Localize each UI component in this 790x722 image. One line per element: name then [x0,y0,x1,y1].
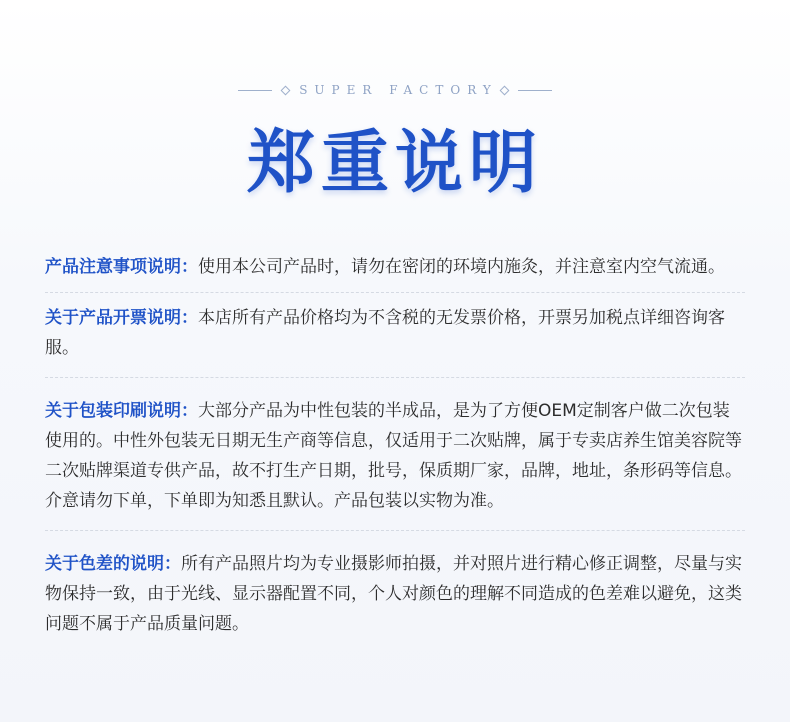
notice-text: 大部分产品为中性包装的半成品，是为了方便OEM定制客户做二次包装使用的。中性外包装无日期无生产商等信息，仅适用于二次贴牌，属于专卖店养生馆美容院等二次贴牌渠道专供产品，故不打生产日期，批号，保质期厂家，品牌，地址，条形码等信息。介意请勿下单，下单即为知悉且默认。产品包装以实物为准。 [45,401,742,511]
diamond-icon [499,85,509,95]
notice-label: 关于色差的说明： [45,554,181,574]
notice-text: 所有产品照片均为专业摄影师拍摄，并对照片进行精心修正调整，尽量与实物保持一致，由于光线、显示器配置不同，个人对颜色的理解不同造成的色差难以避免，这类问题不属于产品质量问题。 [45,554,742,634]
notice-text: 使用本公司产品时，请勿在密闭的环境内施灸，并注意室内空气流通。 [198,257,725,277]
notice-content [45,250,745,639]
page-header [0,78,790,206]
notice-text: 本店所有产品价格均为不含税的无发票价格，开票另加税点详细咨询客服。 [45,308,725,358]
eyebrow-right-line [518,90,552,91]
eyebrow-text: SUPER FACTORY [299,83,498,97]
notice-section-invoice [45,293,745,377]
notice-label: 关于产品开票说明： [45,308,198,328]
eyebrow-left-line [238,90,272,91]
eyebrow [0,78,790,102]
page-title: 郑重说明 [246,124,543,203]
notice-section-usage [45,250,745,292]
notice-section-packaging [45,378,745,530]
notice-label: 产品注意事项说明： [45,257,198,277]
diamond-icon [281,85,291,95]
notice-section-color [45,531,745,639]
notice-label: 关于包装印刷说明： [45,401,198,421]
